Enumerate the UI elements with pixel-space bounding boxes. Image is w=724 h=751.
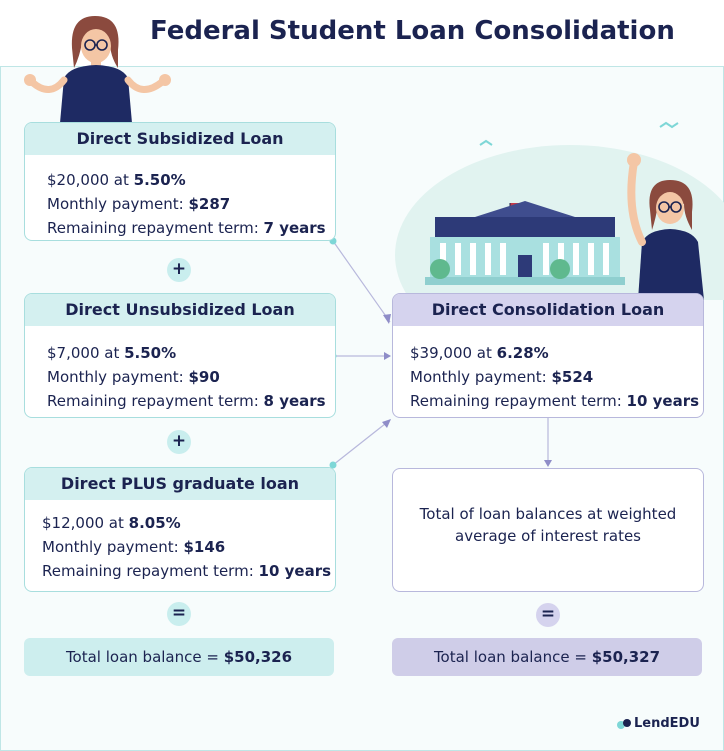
- consolidation-term: Remaining repayment term: 10 years: [410, 392, 700, 410]
- equals-operator: =: [536, 603, 560, 627]
- loan-card-title: Direct PLUS graduate loan: [25, 468, 335, 500]
- equals-operator: =: [167, 602, 191, 626]
- loan-card-title: Direct Unsubsidized Loan: [25, 294, 335, 326]
- weighted-average-description: Total of loan balances at weighted average of interest rates: [392, 468, 704, 592]
- consolidation-card-title: Direct Consolidation Loan: [393, 294, 703, 326]
- loan-card-subsidized: [24, 122, 336, 241]
- loan-card-title: Direct Subsidized Loan: [25, 123, 335, 155]
- total-balance-right: Total loan balance = $50,327: [392, 638, 702, 676]
- page-title: Federal Student Loan Consolidation: [150, 16, 675, 46]
- loan-payment: Monthly payment: $287: [47, 195, 231, 213]
- consolidation-amount: $39,000 at 6.28%: [410, 344, 549, 362]
- loan-amount: $7,000 at 5.50%: [47, 344, 177, 362]
- loan-term: Remaining repayment term: 7 years: [47, 219, 326, 237]
- loan-card-unsubsidized: [24, 293, 336, 418]
- loan-card-plus: [24, 467, 336, 592]
- brand-logo: LendEDU: [634, 716, 700, 731]
- loan-payment: Monthly payment: $146: [42, 538, 226, 556]
- loan-term: Remaining repayment term: 10 years: [42, 562, 332, 580]
- loan-amount: $20,000 at 5.50%: [47, 171, 186, 189]
- consolidation-payment: Monthly payment: $524: [410, 368, 594, 386]
- lendedu-logo-icon: [616, 716, 632, 732]
- consolidation-loan-card: [392, 293, 704, 418]
- loan-term: Remaining repayment term: 8 years: [47, 392, 326, 410]
- total-balance-left: Total loan balance = $50,326: [24, 638, 334, 676]
- plus-operator: +: [167, 430, 191, 454]
- plus-operator: +: [167, 258, 191, 282]
- loan-payment: Monthly payment: $90: [47, 368, 220, 386]
- loan-amount: $12,000 at 8.05%: [42, 514, 181, 532]
